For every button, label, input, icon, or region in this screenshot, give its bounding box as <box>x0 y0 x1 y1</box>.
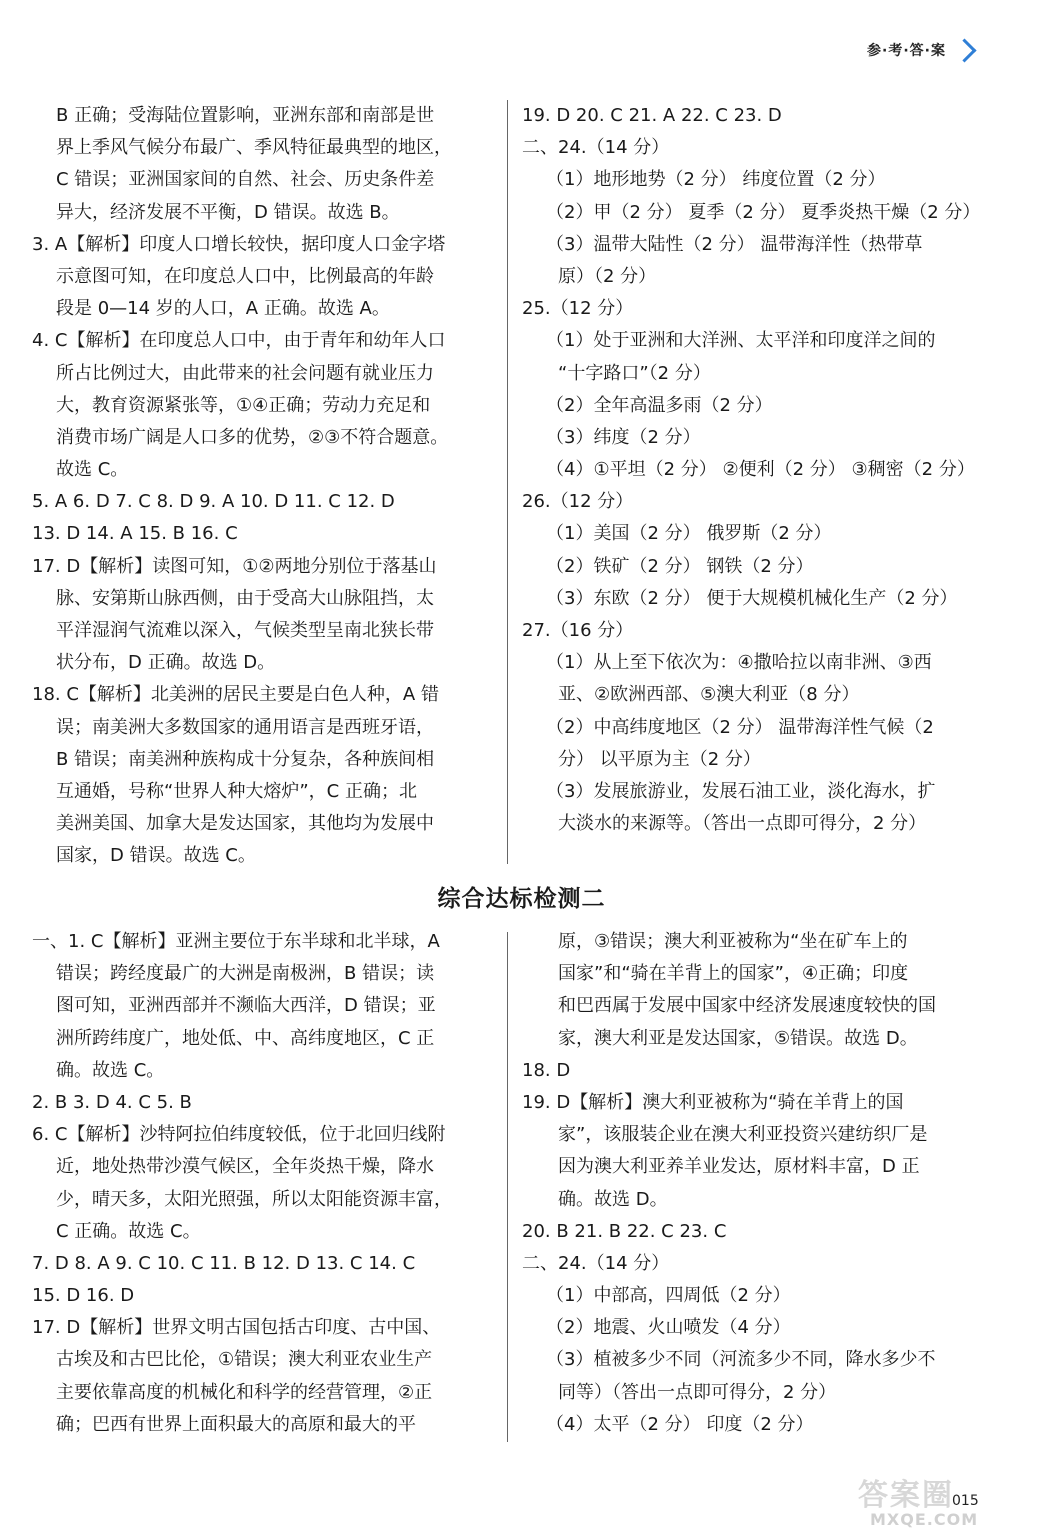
text-line: 国家，D 错误。故选 C。 <box>56 845 256 867</box>
text-line: （2）铁矿（2 分） 钢铁（2 分） <box>546 555 814 577</box>
text-line: （3）植被多少不同（河流多少不同，降水多少不 <box>546 1349 936 1371</box>
text-line: 洲所跨纬度广，地处低、中、高纬度地区，C 正 <box>56 1027 435 1049</box>
text-line: 分） 以平原为主（2 分） <box>558 748 761 770</box>
text-line: 19. D【解析】澳大利亚被称为“骑在羊背上的国 <box>522 1091 904 1113</box>
text-line: 原，③错误；澳大利亚被称为“坐在矿车上的 <box>558 931 908 952</box>
text-line: 15. D 16. D <box>32 1285 135 1307</box>
text-line: 6. C【解析】沙特阿拉伯纬度较低，位于北回归线附 <box>32 1124 446 1146</box>
text-line: 故选 C。 <box>56 459 129 481</box>
text-line: 二、24.（14 分） <box>522 1252 670 1274</box>
text-line: 20. B 21. B 22. C 23. C <box>522 1220 727 1242</box>
text-line: “十字路口”（2 分） <box>558 362 711 384</box>
text-line: 家，澳大利亚是发达国家，⑤错误。故选 D。 <box>558 1027 918 1049</box>
text-line: 误；南美洲大多数国家的通用语言是西班牙语， <box>56 716 434 738</box>
page-number: 015 <box>952 1493 979 1509</box>
text-line: 因为澳大利亚养羊业发达，原材料丰富，D 正 <box>558 1156 920 1178</box>
text-line: （1）处于亚洲和大洋洲、太平洋和印度洋之间的 <box>546 330 936 352</box>
text-line: （3）纬度（2 分） <box>546 426 701 448</box>
text-line: 脉、安第斯山脉西侧，由于受高大山脉阻挡，太 <box>56 587 434 609</box>
text-line: 错误；跨经度最广的大洲是南极洲，B 错误；读 <box>56 963 435 985</box>
text-line: 段是 0—14 岁的人口，A 正确。故选 A。 <box>56 298 390 320</box>
text-line: 图可知，亚洲西部并不濒临大西洋，D 错误；亚 <box>56 995 436 1017</box>
chevron-right-icon <box>952 38 976 62</box>
text-line: 原）（2 分） <box>558 265 657 287</box>
text-line: （1）从上至下依次为：④撒哈拉以南非洲、③西 <box>546 652 932 674</box>
text-line: 25.（12 分） <box>522 298 634 320</box>
page-header <box>867 40 973 60</box>
column-divider-top <box>507 100 508 864</box>
header-label: 参·考·答·案 <box>867 43 946 59</box>
text-line: （2）地震、火山喷发（4 分） <box>546 1317 791 1339</box>
text-line: （2）中高纬度地区（2 分） 温带海洋性气候（2 <box>546 716 934 738</box>
text-line: B 错误；南美洲种族构成十分复杂，各种族间相 <box>56 748 435 770</box>
text-line: （3）温带大陆性（2 分） 温带海洋性（热带草 <box>546 233 923 255</box>
watermark-logo: 答案圈 <box>858 1478 954 1513</box>
text-line: 消费市场广阔是人口多的优势，②③不符合题意。 <box>56 426 449 448</box>
bottom-left-column <box>32 926 492 1441</box>
text-line: 26.（12 分） <box>522 491 634 513</box>
text-line: 确。故选 C。 <box>56 1059 165 1081</box>
text-line: 异大，经济发展不平衡，D 错误。故选 B。 <box>56 201 400 223</box>
text-line: （3）东欧（2 分） 便于大规模机械化生产（2 分） <box>546 587 958 609</box>
text-line: 13. D 14. A 15. B 16. C <box>32 523 238 545</box>
text-line: 近，地处热带沙漠气候区，全年炎热干燥，降水 <box>56 1156 434 1178</box>
text-line: （1）中部高，四周低（2 分） <box>546 1285 791 1307</box>
top-right-column <box>522 100 992 840</box>
text-line: 国家”和“骑在羊背上的国家”，④正确；印度 <box>558 963 909 985</box>
watermark-url: MXQE.COM <box>870 1510 979 1529</box>
column-divider-bottom <box>507 932 508 1442</box>
section-title: 综合达标检测二 <box>437 886 606 912</box>
text-line: （4）太平（2 分） 印度（2 分） <box>546 1413 814 1435</box>
text-line: 美洲美国、加拿大是发达国家，其他均为发展中 <box>56 813 434 835</box>
text-line: 所占比例过大，由此带来的社会问题有就业压力 <box>56 362 434 384</box>
text-line: 主要依靠高度的机械化和科学的经营管理，②正 <box>56 1381 433 1403</box>
text-line: 亚、②欧洲西部、⑤澳大利亚（8 分） <box>558 684 860 706</box>
text-line: 18. D <box>522 1059 571 1081</box>
text-line: 3. A【解析】印度人口增长较快，据印度人口金字塔 <box>32 233 446 255</box>
text-line: 古埃及和古巴比伦，①错误；澳大利亚农业生产 <box>56 1349 433 1371</box>
text-line: C 错误；亚洲国家间的自然、社会、历史条件差 <box>56 169 435 191</box>
text-line: （4）①平坦（2 分） ②便利（2 分） ③稠密（2 分） <box>546 459 975 481</box>
text-line: （2）甲（2 分） 夏季（2 分） 夏季炎热干燥（2 分） <box>546 201 981 223</box>
text-line: 界上季风气候分布最广、季风特征最典型的地区， <box>56 137 452 159</box>
text-line: 同等）（答出一点即可得分，2 分） <box>558 1381 837 1403</box>
text-line: 5. A 6. D 7. C 8. D 9. A 10. D 11. C 12. D <box>32 491 395 513</box>
text-line: 和巴西属于发展中国家中经济发展速度较快的国 <box>558 995 936 1017</box>
text-line: 状分布，D 正确。故选 D。 <box>56 652 276 674</box>
text-line: 7. D 8. A 9. C 10. C 11. B 12. D 13. C 14. C <box>32 1252 416 1274</box>
text-line: 示意图可知，在印度总人口中，比例最高的年龄 <box>56 265 434 287</box>
text-line: 少，晴天多，太阳光照强，所以太阳能资源丰富， <box>56 1188 452 1210</box>
text-line: 大，教育资源紧张等，①④正确；劳动力充足和 <box>56 394 431 416</box>
text-line: 二、24.（14 分） <box>522 137 670 159</box>
top-left-column <box>32 100 492 873</box>
text-line: 大淡水的来源等。（答出一点即可得分，2 分） <box>558 813 927 835</box>
text-line: 4. C【解析】在印度总人口中，由于青年和幼年人口 <box>32 330 446 352</box>
text-line: （1）美国（2 分） 俄罗斯（2 分） <box>546 523 832 545</box>
text-line: （3）发展旅游业，发展石油工业，淡化海水，扩 <box>546 780 936 802</box>
text-line: （1）地形地势（2 分） 纬度位置（2 分） <box>546 169 886 191</box>
text-line: 17. D【解析】读图可知，①②两地分别位于落基山 <box>32 555 437 577</box>
text-line: 平洋湿润气流难以深入，气候类型呈南北狭长带 <box>56 620 434 641</box>
bottom-right-column <box>522 926 992 1441</box>
text-line: B 正确；受海陆位置影响，亚洲东部和南部是世 <box>56 105 435 126</box>
text-line: 2. B 3. D 4. C 5. B <box>32 1091 192 1113</box>
text-line: C 正确。故选 C。 <box>56 1220 201 1242</box>
text-line: 互通婚，号称“世界人种大熔炉”，C 正确；北 <box>56 780 417 802</box>
text-line: （2）全年高温多雨（2 分） <box>546 394 773 416</box>
text-line: 确；巴西有世界上面积最大的高原和最大的平 <box>56 1413 416 1435</box>
text-line: 一、1. C【解析】亚洲主要位于东半球和北半球，A <box>32 931 440 952</box>
text-line: 家”，该服装企业在澳大利亚投资兴建纺织厂是 <box>558 1124 928 1146</box>
text-line: 确。故选 D。 <box>558 1188 668 1210</box>
text-line: 17. D【解析】世界文明古国包括古印度、古中国、 <box>32 1317 441 1339</box>
text-line: 27.（16 分） <box>522 620 634 641</box>
text-line: 19. D 20. C 21. A 22. C 23. D <box>522 105 782 126</box>
text-line: 18. C【解析】北美洲的居民主要是白色人种，A 错 <box>32 684 439 706</box>
